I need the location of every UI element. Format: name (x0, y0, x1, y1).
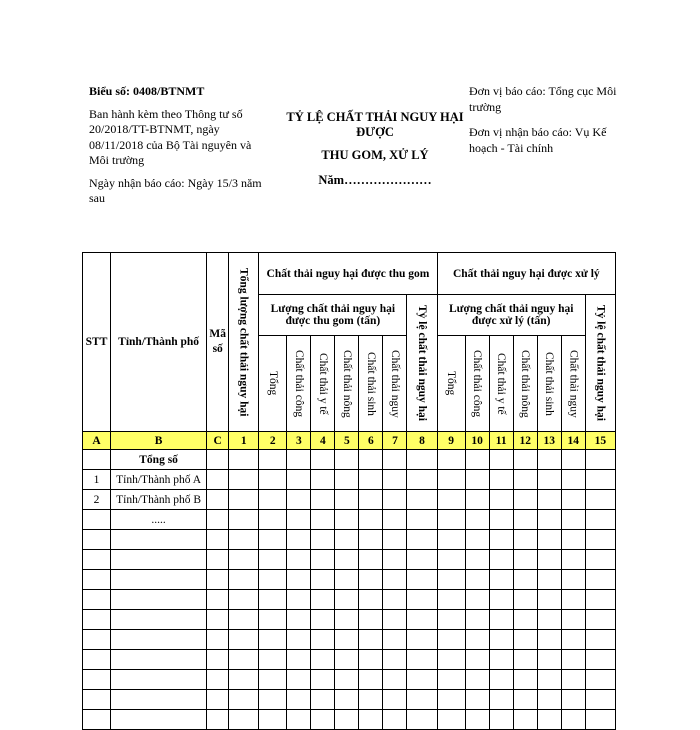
table-cell[interactable] (585, 630, 615, 650)
table-cell[interactable] (287, 490, 311, 510)
header-collected-agricultural (335, 336, 359, 432)
column-index-cell: 9 (437, 432, 465, 450)
table-cell[interactable] (537, 570, 561, 590)
header-collected-hazardous (383, 336, 407, 432)
table-cell[interactable] (287, 590, 311, 610)
table-cell[interactable] (311, 570, 335, 590)
table-cell[interactable] (407, 630, 437, 650)
table-cell[interactable] (437, 630, 465, 650)
table-cell[interactable] (585, 490, 615, 510)
table-cell[interactable] (111, 590, 207, 610)
table-cell[interactable] (359, 590, 383, 610)
table-row (83, 510, 616, 530)
table-cell[interactable] (111, 570, 207, 590)
table-cell[interactable] (311, 630, 335, 650)
header-code: Mã số (207, 253, 229, 432)
table-cell[interactable] (489, 670, 513, 690)
table-cell[interactable] (465, 490, 489, 510)
header-collected-rate-label: Tỷ lệ chất thải nguy hại (416, 305, 429, 421)
table-cell[interactable] (537, 630, 561, 650)
table-cell[interactable] (537, 650, 561, 670)
table-cell[interactable] (537, 550, 561, 570)
table-cell[interactable] (83, 630, 111, 650)
table-cell[interactable] (311, 510, 335, 530)
table-cell[interactable] (311, 470, 335, 490)
report-title: TỶ LỆ CHẤT THẢI NGUY HẠI ĐƯỢC (286, 110, 464, 139)
table-cell[interactable] (207, 470, 229, 490)
table-cell[interactable] (437, 510, 465, 530)
table-cell[interactable] (585, 590, 615, 610)
table-cell[interactable] (111, 630, 207, 650)
table-cell[interactable] (407, 470, 437, 490)
table-cell[interactable] (489, 570, 513, 590)
table-cell[interactable] (513, 710, 537, 730)
table-cell[interactable] (359, 570, 383, 590)
table-cell[interactable] (259, 530, 287, 550)
table-cell[interactable] (335, 470, 359, 490)
table-row (83, 650, 616, 670)
table-cell[interactable] (407, 710, 437, 730)
table-cell[interactable] (207, 630, 229, 650)
treated-total-label: Tổng (445, 371, 458, 396)
table-cell[interactable] (489, 550, 513, 570)
row-province-name: ..... (111, 510, 207, 530)
table-cell[interactable] (537, 510, 561, 530)
table-cell[interactable] (335, 530, 359, 550)
table-cell[interactable] (513, 550, 537, 570)
table-cell[interactable] (383, 710, 407, 730)
table-cell[interactable] (407, 590, 437, 610)
table-cell[interactable] (489, 710, 513, 730)
table-cell[interactable] (259, 630, 287, 650)
table-cell[interactable] (437, 530, 465, 550)
table-cell[interactable] (311, 530, 335, 550)
column-index-cell: 3 (287, 432, 311, 450)
table-cell[interactable] (407, 570, 437, 590)
header-treated-domestic (537, 336, 561, 432)
table-cell[interactable] (359, 470, 383, 490)
table-cell[interactable] (83, 670, 111, 690)
table-cell[interactable] (585, 530, 615, 550)
table-cell[interactable] (229, 610, 259, 630)
header-province: Tỉnh/Thành phố (111, 253, 207, 432)
table-cell[interactable] (83, 570, 111, 590)
table-cell[interactable] (287, 650, 311, 670)
table-cell[interactable] (513, 670, 537, 690)
header-collected-rate (407, 295, 437, 432)
table-cell[interactable] (287, 570, 311, 590)
table-cell[interactable] (561, 630, 585, 650)
column-index-cell: 15 (585, 432, 615, 450)
table-cell[interactable] (207, 570, 229, 590)
table-cell[interactable] (513, 570, 537, 590)
table-cell[interactable] (513, 530, 537, 550)
table-cell[interactable] (311, 550, 335, 570)
column-index-cell: 1 (229, 432, 259, 450)
column-index-cell: C (207, 432, 229, 450)
table-cell[interactable] (561, 510, 585, 530)
table-cell[interactable] (561, 490, 585, 510)
treated-industrial-label: Chất thải công (471, 349, 484, 418)
table-cell[interactable] (287, 670, 311, 690)
header-left (89, 84, 274, 207)
table-cell[interactable] (465, 510, 489, 530)
table-cell[interactable] (359, 670, 383, 690)
table-cell[interactable] (585, 610, 615, 630)
table-cell[interactable] (311, 650, 335, 670)
header-collected-industrial (287, 336, 311, 432)
table-cell[interactable] (335, 550, 359, 570)
header-treated-total (437, 336, 465, 432)
table-cell[interactable] (437, 570, 465, 590)
collected-medical-label: Chất thải y tế (316, 352, 329, 415)
table-cell[interactable] (513, 590, 537, 610)
table-cell[interactable] (259, 550, 287, 570)
table-cell[interactable] (465, 550, 489, 570)
column-index-cell: A (83, 432, 111, 450)
table-cell[interactable] (83, 610, 111, 630)
table-cell[interactable] (465, 610, 489, 630)
header-total-generated-label: Tổng lượng chất thải nguy hại (237, 267, 250, 417)
table-cell[interactable] (489, 610, 513, 630)
table-cell[interactable] (335, 510, 359, 530)
row-stt: 1 (83, 470, 111, 490)
table-cell[interactable] (259, 470, 287, 490)
header-collected-domestic (359, 336, 383, 432)
table-cell[interactable] (465, 590, 489, 610)
table-cell[interactable] (335, 610, 359, 630)
table-cell[interactable] (335, 650, 359, 670)
table-cell[interactable] (489, 650, 513, 670)
table-cell[interactable] (585, 570, 615, 590)
table-cell[interactable] (537, 530, 561, 550)
table-cell[interactable] (585, 650, 615, 670)
table-cell[interactable] (229, 710, 259, 730)
table-cell[interactable] (465, 650, 489, 670)
table-cell[interactable] (383, 510, 407, 530)
column-index-cell: 10 (465, 432, 489, 450)
header-treated-hazardous (561, 336, 585, 432)
table-cell[interactable] (229, 510, 259, 530)
table-cell[interactable] (437, 710, 465, 730)
treated-hazardous-label: Chất thải nguy (567, 349, 580, 418)
header-collected-amount: Lượng chất thải nguy hại được thu gom (tấn) (259, 295, 407, 336)
table-cell[interactable] (111, 670, 207, 690)
table-cell[interactable] (229, 530, 259, 550)
table-cell[interactable] (489, 530, 513, 550)
table-cell[interactable] (537, 490, 561, 510)
table-cell[interactable] (229, 550, 259, 570)
table-row (83, 610, 616, 630)
table-cell[interactable] (311, 610, 335, 630)
issued-with-text: Ban hành kèm theo Thông tư số 20/2018/TT-BTNMT, ngày 08/11/2018 của Bộ Tài nguyên và Môi trường (89, 106, 252, 167)
row-province-name: Tỉnh/Thành phố B (111, 490, 207, 510)
table-cell[interactable] (537, 470, 561, 490)
table-cell[interactable] (585, 550, 615, 570)
table-cell[interactable] (111, 710, 207, 730)
table-cell[interactable] (383, 670, 407, 690)
table-cell[interactable] (259, 490, 287, 510)
table-cell[interactable] (259, 670, 287, 690)
table-cell[interactable] (359, 530, 383, 550)
table-cell[interactable] (383, 470, 407, 490)
table-cell[interactable] (359, 630, 383, 650)
treated-domestic-label: Chất thải sinh (543, 351, 556, 416)
row-stt: 2 (83, 490, 111, 510)
table-cell[interactable] (489, 590, 513, 610)
table-row (83, 630, 616, 650)
column-index-cell: 7 (383, 432, 407, 450)
table-cell[interactable] (437, 490, 465, 510)
table-cell[interactable] (383, 590, 407, 610)
table-cell[interactable] (383, 610, 407, 630)
table-cell[interactable] (207, 670, 229, 690)
table-cell[interactable] (537, 610, 561, 630)
reporting-unit-text: Đơn vị báo cáo: Tổng cục Môi trường (469, 84, 617, 114)
table-cell[interactable] (311, 670, 335, 690)
report-subtitle: THU GOM, XỬ LÝ (321, 148, 429, 162)
table-cell[interactable] (383, 530, 407, 550)
table-cell[interactable] (383, 550, 407, 570)
table-cell[interactable] (287, 630, 311, 650)
table-cell[interactable] (465, 470, 489, 490)
receiving-unit-text: Đơn vị nhận báo cáo: Vụ Kế hoạch - Tài chính (469, 125, 607, 155)
header-collected-total (259, 336, 287, 432)
table-cell[interactable] (335, 490, 359, 510)
table-cell[interactable] (383, 650, 407, 670)
table-cell[interactable] (407, 650, 437, 670)
table-cell[interactable] (207, 610, 229, 630)
table-cell[interactable] (287, 530, 311, 550)
collected-domestic-label: Chất thải sinh (364, 351, 377, 416)
table-cell[interactable] (561, 670, 585, 690)
report-year: Năm………………… (318, 173, 432, 187)
table-cell[interactable] (83, 530, 111, 550)
column-index-cell: 2 (259, 432, 287, 450)
table-cell[interactable] (111, 530, 207, 550)
table-cell[interactable] (335, 590, 359, 610)
table-cell[interactable] (407, 490, 437, 510)
table-cell[interactable] (561, 710, 585, 730)
table-cell[interactable] (229, 490, 259, 510)
header-treated-agricultural (513, 336, 537, 432)
table-cell[interactable] (335, 570, 359, 590)
table-cell[interactable] (407, 550, 437, 570)
collected-hazardous-label: Chất thải nguy (388, 349, 401, 418)
table-cell[interactable] (383, 490, 407, 510)
table-row (83, 710, 616, 730)
table-cell[interactable] (287, 610, 311, 630)
table-cell[interactable] (259, 570, 287, 590)
table-cell[interactable] (489, 490, 513, 510)
table-cell[interactable] (229, 590, 259, 610)
table-cell[interactable] (465, 630, 489, 650)
row-stt (83, 510, 111, 530)
table-cell[interactable] (207, 650, 229, 670)
table-cell[interactable] (311, 590, 335, 610)
table-cell[interactable] (207, 490, 229, 510)
table-cell[interactable] (383, 630, 407, 650)
column-index-cell: B (111, 432, 207, 450)
table-cell[interactable] (537, 590, 561, 610)
table-cell[interactable] (465, 530, 489, 550)
table-cell[interactable] (259, 650, 287, 670)
table-cell[interactable] (207, 530, 229, 550)
header-treated-rate-label: Tỷ lệ chất thải nguy hại (594, 305, 607, 421)
receipt-date-text: Ngày nhận báo cáo: Ngày 15/3 năm sau (89, 175, 262, 205)
table-cell[interactable] (561, 610, 585, 630)
table-cell[interactable] (561, 530, 585, 550)
table-cell[interactable] (359, 490, 383, 510)
treated-agricultural-label: Chất thải nông (519, 349, 532, 418)
header-group-collected: Chất thải nguy hại được thu gom (259, 253, 437, 295)
table-cell[interactable] (229, 570, 259, 590)
treated-medical-label: Chất thải y tế (495, 352, 508, 415)
table-cell[interactable] (407, 610, 437, 630)
column-index-cell: 11 (489, 432, 513, 450)
table-cell[interactable] (311, 710, 335, 730)
table-cell[interactable] (359, 510, 383, 530)
header-treated-medical (489, 336, 513, 432)
table-cell[interactable] (407, 510, 437, 530)
table-cell[interactable] (585, 710, 615, 730)
table-cell[interactable] (465, 670, 489, 690)
table-cell[interactable] (83, 590, 111, 610)
table-cell[interactable] (83, 710, 111, 730)
table-cell[interactable] (359, 710, 383, 730)
table-cell[interactable] (229, 650, 259, 670)
table-cell[interactable] (537, 710, 561, 730)
header-right (469, 84, 619, 156)
table-cell[interactable] (259, 510, 287, 530)
table-cell[interactable] (489, 630, 513, 650)
header-group-treated: Chất thải nguy hại được xử lý (437, 253, 615, 295)
table-cell[interactable] (335, 710, 359, 730)
table-cell[interactable] (437, 550, 465, 570)
table-cell[interactable] (287, 510, 311, 530)
table-cell[interactable] (585, 470, 615, 490)
table-row (83, 550, 616, 570)
total-label: Tổng số (111, 450, 207, 470)
table-cell[interactable] (407, 670, 437, 690)
collected-industrial-label: Chất thải công (292, 349, 305, 418)
table-cell[interactable] (585, 510, 615, 530)
header-treated-amount: Lượng chất thải nguy hại được xử lý (tấn) (437, 295, 585, 336)
table-cell[interactable] (585, 670, 615, 690)
table-cell[interactable] (311, 490, 335, 510)
report-table (82, 252, 616, 730)
column-index-cell: 12 (513, 432, 537, 450)
table-cell[interactable] (111, 650, 207, 670)
table-cell[interactable] (513, 610, 537, 630)
table-row (83, 670, 616, 690)
total-row (83, 450, 616, 470)
column-index-cell: 8 (407, 432, 437, 450)
table-row (83, 590, 616, 610)
table-cell[interactable] (561, 470, 585, 490)
table-cell[interactable] (335, 630, 359, 650)
table-cell[interactable] (111, 610, 207, 630)
table-cell[interactable] (513, 490, 537, 510)
table-row (83, 470, 616, 490)
column-index-cell: 4 (311, 432, 335, 450)
table-cell[interactable] (359, 650, 383, 670)
table-cell[interactable] (513, 470, 537, 490)
table-cell[interactable] (229, 630, 259, 650)
header-treated-rate (585, 295, 615, 432)
table-cell[interactable] (207, 550, 229, 570)
table-cell[interactable] (437, 670, 465, 690)
table-cell[interactable] (207, 510, 229, 530)
table-cell[interactable] (465, 710, 489, 730)
table-cell[interactable] (561, 650, 585, 670)
table-cell[interactable] (359, 610, 383, 630)
column-index-cell: 14 (561, 432, 585, 450)
header-stt: STT (83, 253, 111, 432)
table-cell[interactable] (437, 470, 465, 490)
row-province-name: Tỉnh/Thành phố A (111, 470, 207, 490)
table-cell[interactable] (207, 590, 229, 610)
table-row (83, 530, 616, 550)
table-cell[interactable] (207, 710, 229, 730)
header-total-generated (229, 253, 259, 432)
table-cell[interactable] (359, 550, 383, 570)
column-index-cell: 5 (335, 432, 359, 450)
table-cell[interactable] (383, 570, 407, 590)
table-cell[interactable] (335, 670, 359, 690)
table-row (83, 570, 616, 590)
table-cell[interactable] (489, 510, 513, 530)
table-cell[interactable] (259, 590, 287, 610)
form-number: Biểu số: 0408/BTNMT (89, 84, 205, 98)
table-cell[interactable] (287, 470, 311, 490)
header-treated-industrial (465, 336, 489, 432)
header-center (270, 110, 480, 188)
table-cell[interactable] (561, 590, 585, 610)
table-cell[interactable] (513, 650, 537, 670)
table-cell[interactable] (437, 610, 465, 630)
table-cell[interactable] (229, 470, 259, 490)
table-cell[interactable] (83, 550, 111, 570)
column-index-row (83, 432, 616, 450)
table-cell[interactable] (437, 590, 465, 610)
table-cell[interactable] (513, 630, 537, 650)
table-cell[interactable] (229, 670, 259, 690)
table-cell[interactable] (259, 710, 287, 730)
column-index-cell: 13 (537, 432, 561, 450)
column-index-cell: 6 (359, 432, 383, 450)
table-cell[interactable] (287, 550, 311, 570)
table-cell[interactable] (561, 570, 585, 590)
collected-total-label: Tổng (266, 371, 279, 396)
table-row (83, 490, 616, 510)
table-cell[interactable] (537, 670, 561, 690)
header-collected-medical (311, 336, 335, 432)
table-cell[interactable] (287, 710, 311, 730)
table-cell[interactable] (259, 610, 287, 630)
table-cell[interactable] (437, 650, 465, 670)
collected-agricultural-label: Chất thải nông (340, 349, 353, 418)
table-cell[interactable] (111, 550, 207, 570)
table-cell[interactable] (407, 530, 437, 550)
table-cell[interactable] (513, 510, 537, 530)
table-cell[interactable] (83, 650, 111, 670)
table-cell[interactable] (561, 550, 585, 570)
table-cell[interactable] (489, 470, 513, 490)
table-cell[interactable] (465, 570, 489, 590)
